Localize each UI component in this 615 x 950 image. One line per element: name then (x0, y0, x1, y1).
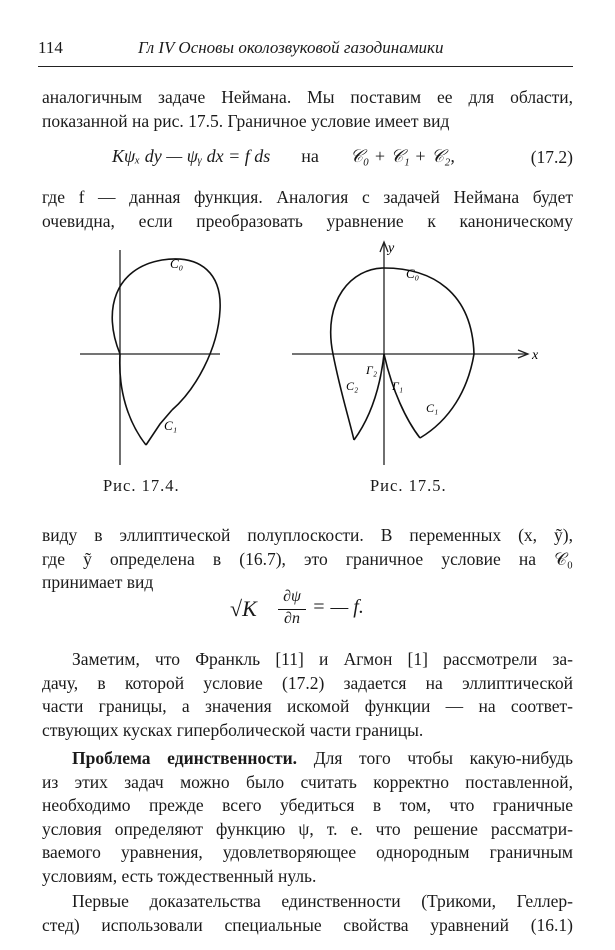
formula-numerator: ∂ψ (283, 588, 301, 605)
text-line: необходимо прежде всего убедиться в том, что граничные (42, 795, 573, 815)
paragraph-4 (42, 648, 573, 742)
text-line: из этих задач можно было считать корректно поставленной, (42, 771, 573, 792)
label-c1-left: C₁ (164, 418, 178, 433)
text-line: показанной на рис. 17.5. Граничное условие имеет вид (42, 110, 450, 131)
caption-figure-17-5: Рис. 17.5. (370, 476, 447, 495)
heading-line-rest: Для того чтобы какую-нибудь (313, 748, 574, 768)
equation-17-2 (112, 146, 455, 167)
text-line: принимает вид (42, 572, 154, 592)
label-gamma2: Γ₂ (366, 363, 377, 377)
formula-rhs: = — f. (312, 596, 364, 618)
text-line: условиям, есть тождественный нуль. (42, 865, 317, 886)
text-line: виду в эллиптической полуплоскости. В переменных (x, ỹ), (42, 525, 573, 545)
equation-rhs: 𝒞₀ + 𝒞₁ + 𝒞₂, (349, 146, 455, 166)
running-header (38, 38, 573, 62)
text-line: Заметим, что Франкль [11] и Агмон [1] рассмотрели за- (72, 649, 573, 669)
paragraph-2 (42, 186, 573, 233)
label-c1-right: C₁ (426, 401, 439, 415)
header-rule (38, 66, 573, 67)
text-line (42, 747, 573, 771)
text-line: аналогичным задаче Неймана. Мы поставим ее для области, (42, 87, 573, 107)
label-gamma1: Γ₁ (392, 379, 403, 393)
label-c2-right: C₂ (346, 379, 359, 393)
paragraph-5 (42, 747, 573, 888)
text-line: где f — данная функция. Аналогия с задачей Неймана будет (42, 187, 573, 207)
paragraph-1 (42, 86, 573, 133)
label-c0-left: C₀ (170, 256, 184, 271)
text-line: ваемого уравнения, удовлетворяющее однородным граничным (42, 842, 573, 862)
text-line: дачу, в которой условие (17.2) задается на эллиптической (42, 672, 573, 693)
text-line: где ỹ определена в (16.7), это граничное условие на 𝒞₀ (42, 548, 573, 569)
formula-denominator: ∂n (284, 610, 300, 627)
text-line: стед) использовали специальные свойства уравнений (16.1) (42, 914, 573, 935)
section-heading: Проблема единственности. (72, 748, 298, 768)
x-axis-label: x (532, 348, 539, 363)
curve-c1-right (420, 354, 474, 438)
curve-lower-left (120, 354, 146, 445)
figures (80, 240, 550, 470)
running-title: Гл IV Основы околозвуковой газодинамики (138, 38, 444, 57)
text-line: очевидна, если преобразовать уравнение к каноническому (42, 210, 573, 231)
equation-lhs: Kψₓ dy — ψᵧ dx = f ds (112, 146, 271, 166)
caption-figure-17-4: Рис. 17.4. (103, 476, 180, 495)
figure-17-5 (292, 241, 539, 465)
paragraph-6 (42, 890, 573, 937)
curve-c2-outer (333, 354, 354, 440)
label-c0-right: C₀ (406, 266, 420, 281)
paragraph-3 (42, 524, 573, 595)
formula-root: √K (230, 596, 257, 621)
y-axis-label: y (388, 241, 395, 256)
text-line: условия определяют функцию ψ, т. е. что решение рассматри- (42, 818, 573, 839)
equation-number: (17.2) (530, 147, 573, 167)
text-line: части границы, а значения искомой функции — на соответ- (42, 696, 573, 716)
text-line: ствующих кусках гиперболической части границы. (42, 719, 424, 740)
boundary-formula (230, 588, 430, 632)
text-line: Первые доказательства единственности (Трикоми, Геллер- (72, 891, 573, 911)
figure-17-4 (80, 250, 220, 465)
curve-c0-left (112, 259, 220, 410)
equation-word: на (301, 146, 319, 166)
page-number: 114 (38, 38, 63, 57)
curve-gamma1 (384, 354, 420, 438)
curve-c0-right (331, 268, 474, 354)
